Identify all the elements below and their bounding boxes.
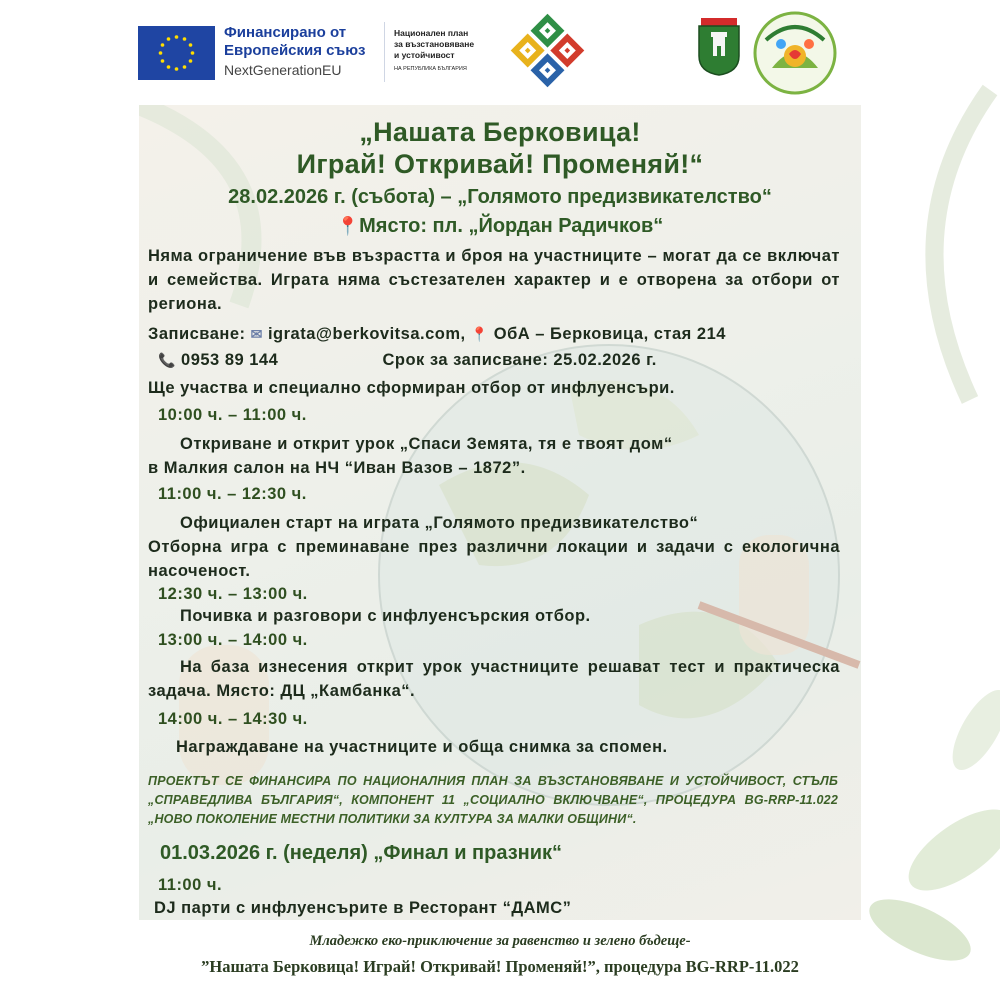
schedule-item-5: Награждаване на участниците и обща снимка за спомен. [176,738,668,756]
eu-funding-label [224,24,366,80]
npv-small: НА РЕПУБЛИКА БЪЛГАРИЯ [394,66,467,72]
mail-icon: ✉ [250,326,263,342]
eu-line-3: NextGenerationEU [224,62,342,78]
header-divider [384,22,385,82]
register-label: Записване: [148,325,246,343]
registration-email[interactable]: igrata@berkovitsa.com, [267,325,466,343]
event-title-line-1: „Нашата Берковица! [359,117,641,147]
registration-deadline: Срок за записване: 25.02.2026 г. [382,351,657,369]
day2-event: DJ парти с инфлуенсърите в Ресторант “ДАМС” [154,899,572,917]
location-pin-icon: 📍 [470,326,489,342]
schedule-item-1-line-2: в Малкия салон на НЧ “Иван Вазов – 1872”. [148,459,526,477]
eu-line-1: Финансирано от [224,24,347,41]
intro-paragraph: Няма ограничение във възрастта и броя на участниците – могат да се включат и семейства. Играта няма състезателен характер и е отворена за отбори от региона. [148,247,840,313]
project-logo-icon [752,10,838,96]
schedule-time-2: 11:00 ч. – 12:30 ч. [158,485,307,503]
day2-heading: 01.03.2026 г. (неделя) „Финал и празник“ [160,842,563,864]
schedule-item-2-line-1: Официален старт на играта „Голямото предизвикателство“ [180,514,699,532]
registration-line [148,322,840,346]
event-title-line-2: Играй! Откривай! Променяй!“ [296,149,704,179]
funding-note: ПРОЕКТЪТ СЕ ФИНАНСИРА ПО НАЦИОНАЛНИЯ ПЛАН ЗА ВЪЗСТАНОВЯВАНЕ И УСТОЙЧИВОСТ, СТЪЛБ „СПРАВЕДЛИВА БЪЛГАРИЯ“, КОМПОНЕНТ 11 „СОЦИАЛНО ВКЛЮЧВАНЕ“, ПРОЦЕДУРА BG-RRP-11.022 „НОВО ПОКОЛЕНИЕ МЕСТНИ ПОЛИТИКИ ЗА КУЛТУРА ЗА МАЛКИ ОБЩИНИ“. [148,774,838,826]
schedule-time-5: 14:00 ч. – 14:30 ч. [158,710,308,728]
npv-line-1: Национален план [394,28,469,38]
leaf-decoration [850,70,1000,1000]
schedule-time-4: 13:00 ч. – 14:00 ч. [158,631,308,649]
event-date-heading: 28.02.2026 г. (събота) – „Голямото предизвикателство“ [228,186,772,208]
npv-label [394,28,484,75]
town-crest-icon [697,16,741,76]
schedule-time-1: 10:00 ч. – 11:00 ч. [158,406,307,424]
phone-deadline-line [158,348,850,372]
day2-time: 11:00 ч. [158,876,223,894]
event-location-heading [139,212,861,240]
schedule-item-2-line-2: Отборна игра с преминаване през различни локации и задачи с екологична насоченост. [148,538,840,580]
phone-icon: 📞 [158,352,176,368]
location-text: Място: пл. „Йордан Радичков“ [359,215,664,237]
eu-flag-icon [138,26,215,80]
registration-phone: 0953 89 144 [181,351,279,369]
schedule-item-3: Почивка и разговори с инфлуенсърския отбор. [180,607,591,625]
schedule-time-3: 12:30 ч. – 13:00 ч. [158,585,308,603]
schedule-item-4: На база изнесения открит урок участниците решават тест и практическа задача. Място: ДЦ „Камбанка“. [148,658,840,700]
influencer-note: Ще участва и специално сформиран отбор от инфлуенсъри. [148,379,675,397]
footer-line-1: Младежко еко-приключение за равенство и зелено бъдеще- [309,933,691,949]
eu-line-2: Европейския съюз [224,42,366,59]
registration-office: ОбА – Берковица, стая 214 [493,325,726,343]
npv-line-2: за възстановяване [394,39,475,49]
npv-line-3: и устойчивост [394,50,455,60]
location-pin-icon: 📍 [336,216,360,236]
footer-line-2: ”Нашата Берковица! Играй! Откривай! Променяй!”, процедура BG-RRP-11.022 [201,957,799,976]
npv-emblem-icon [505,8,590,93]
schedule-item-1-line-1: Откриване и открит урок „Спаси Земята, тя е твоят дом“ [180,435,673,453]
